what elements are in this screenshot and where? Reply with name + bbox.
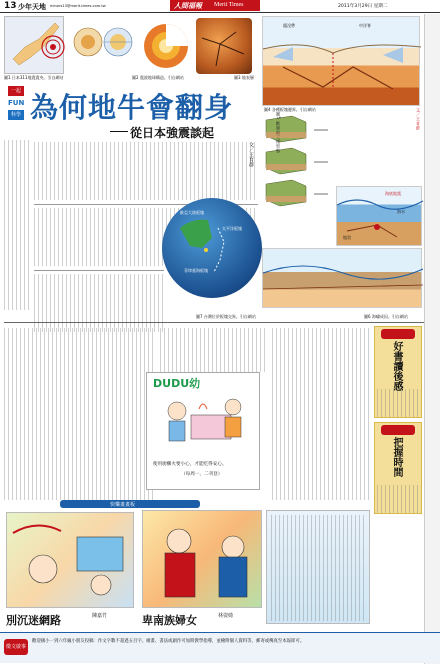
fig2-caption: 圖2 震波地球構造。引自網站 <box>132 75 184 80</box>
footer-text: 歡迎國小一到六年級小朋友投稿：作文字數不超過五百字。繪畫、書法或創作可加附教學指導，並檢附個人資料等，郵寄或傳真至本報即可。 <box>32 639 305 644</box>
section-name: 少年天地 <box>18 3 46 11</box>
intro-text-block <box>4 140 30 310</box>
fig6-label-quake: 海底地震 <box>385 191 401 196</box>
fig4-caption: 圖4 各種板塊邊界。引自網站 <box>264 107 316 112</box>
artwork-left-drawing <box>7 513 135 609</box>
reading-text <box>377 389 421 417</box>
fig6-label-crust: 地殼 <box>343 235 351 240</box>
fig6-tsunami <box>336 186 422 246</box>
column-tag-fun: FUN <box>8 99 25 107</box>
mid-right-text <box>272 328 372 500</box>
header-rule <box>0 12 440 13</box>
article-byline: 文／王育群 <box>248 142 254 167</box>
column-tag <box>8 86 24 130</box>
body-divider-2 <box>34 270 164 271</box>
issue-date: 2011年3月29日 星期二 <box>338 4 388 9</box>
column-tag-top: 一起 <box>8 86 24 96</box>
page-number: 13 <box>4 1 17 11</box>
comic-illustration <box>157 391 251 453</box>
time-box <box>374 422 422 514</box>
artwork-right-drawing <box>143 511 263 609</box>
fig6-strip <box>262 248 422 308</box>
artwork-side-text <box>271 515 367 621</box>
reading-tag <box>381 329 415 339</box>
comic-caption-1: 使用廚櫃火要小心，才能吃得安心。 <box>153 462 227 467</box>
article-title: 為何地牛會翻身 <box>30 91 234 124</box>
fig3-caption: 圖3 地表層 <box>234 75 254 80</box>
section-email: minors13@merit-times.com.tw <box>50 4 106 8</box>
footer-tag-text: 徵文啟事 <box>6 644 27 650</box>
fig2-earth-structure <box>70 18 190 74</box>
artwork-side-image <box>266 510 370 624</box>
fig6-caption: 圖6 海嘯成因。引自網站 <box>364 314 408 319</box>
comic-caption-2: （每周一、二刊登） <box>181 472 223 477</box>
body-col-1 <box>34 142 258 200</box>
artwork-left-caption: 陳嘉竹 <box>92 613 108 619</box>
fig7-label-philippine: 菲律賓海板塊 <box>184 268 208 273</box>
artwork-right-title: 卑南族婦女 <box>142 614 197 627</box>
sidebar-vertical-note <box>406 108 420 168</box>
fig7-label-eurasia: 歐亞大陸板塊 <box>180 210 204 215</box>
logo-cn: 人間福報 <box>174 2 202 10</box>
japan-map-graphic <box>5 17 65 75</box>
fig5-caption-text: 圖5 斷層的三種型態 <box>276 112 281 153</box>
fig3-surface-photo <box>196 18 252 74</box>
fig4-label-subduction: 隱沒帶 <box>283 23 295 28</box>
fig5-caption <box>272 112 280 172</box>
artwork-banner-text: 快樂畫畫板 <box>110 502 136 508</box>
sidebar-note-text: 文／王育群 <box>416 108 421 131</box>
masthead-logo <box>170 0 260 11</box>
comic-panel <box>146 372 260 490</box>
fig7-label-pacific: 太平洋板塊 <box>222 226 242 231</box>
artwork-left <box>6 512 134 608</box>
artwork-left-title: 別沉迷網路 <box>6 614 61 627</box>
subtitle-dash <box>110 131 128 132</box>
fig7-taiwan-globe <box>162 198 262 298</box>
fig4-plate-boundaries <box>262 16 420 106</box>
intro-text-lines <box>4 140 30 310</box>
body-col-3 <box>34 274 164 332</box>
artwork-right-caption: 林姿綺 <box>218 613 234 619</box>
logo-en: Merit Times <box>214 2 244 8</box>
time-title: 把握時間 <box>391 437 402 477</box>
fig1-caption: 圖1 日本311地震震央。引自網站 <box>4 75 64 80</box>
time-tag <box>381 425 415 435</box>
fig7-caption: 圖7 台灣位於板塊交界。引自網站 <box>196 314 256 319</box>
fig6-label-sea: 海水 <box>397 209 405 214</box>
section-divider <box>4 322 424 323</box>
artwork-right <box>142 510 262 608</box>
lower-body-mid <box>160 328 266 372</box>
column-tag-bottom: 科學 <box>8 110 24 120</box>
reading-title: 好書讀後感 <box>391 341 402 391</box>
time-text <box>377 485 421 513</box>
footer-tag <box>4 639 28 655</box>
article-subtitle: 從日本強震談起 <box>130 126 215 140</box>
reading-box <box>374 326 422 418</box>
crust-plates-graphic <box>196 18 252 74</box>
globe-graphic <box>162 198 262 298</box>
footer-bar <box>0 632 440 663</box>
earth-layers-graphic <box>70 18 190 74</box>
tsunami-strip-graphic <box>263 249 423 309</box>
fig4-label-ridge: 中洋脊 <box>359 23 371 28</box>
plate-tectonics-graphic <box>263 17 421 107</box>
right-edge-strip <box>424 14 440 664</box>
page-header <box>0 0 440 12</box>
artwork-banner <box>60 500 200 508</box>
comic-title: DUDU幼 <box>153 377 201 390</box>
lower-body-left <box>4 328 154 500</box>
fig1-epicenter-map <box>4 16 64 74</box>
